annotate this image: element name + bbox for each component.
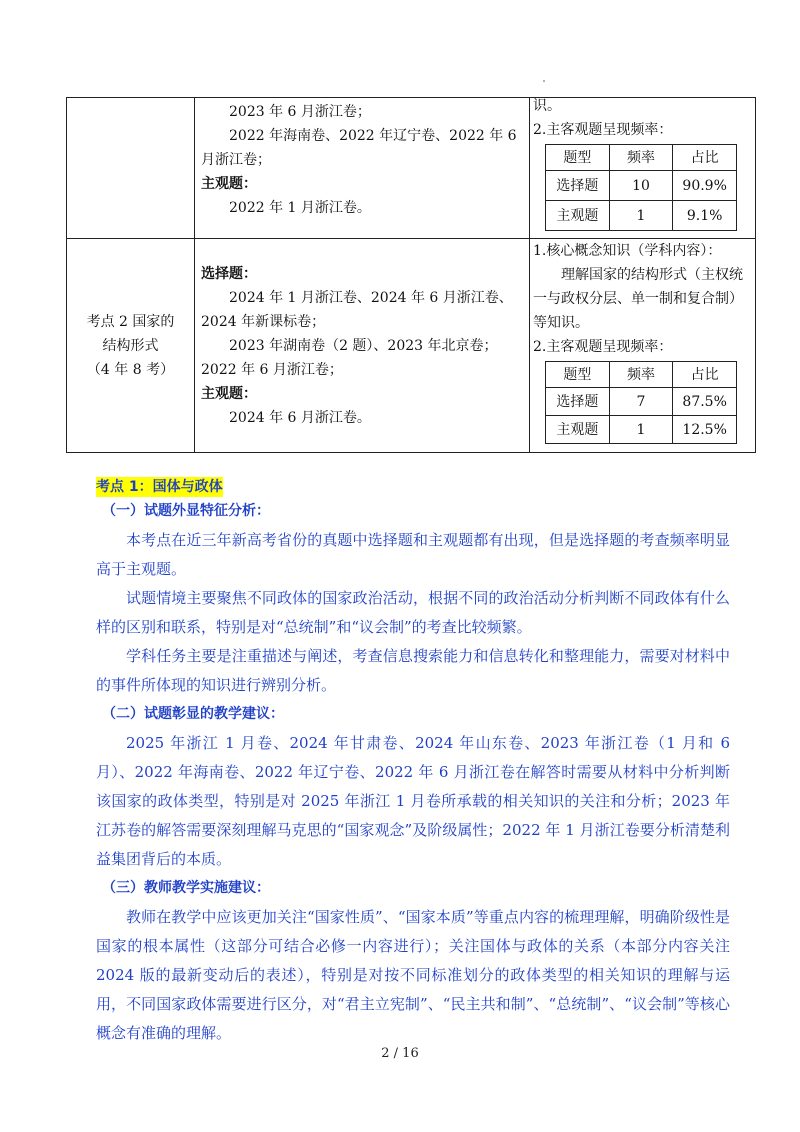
table-row-2 — [67, 239, 756, 453]
core-text: 理解国家的结构形式（主权统一与政权分层、单一制和复合制）等知识。 — [533, 267, 743, 331]
exam-analysis-table — [66, 97, 756, 453]
freq-header-row — [546, 145, 737, 171]
freq-title: 2.主客观题呈现频率： — [533, 339, 673, 355]
freq-cell: 1 — [609, 201, 673, 231]
subjective-text: 2024 年 6 月浙江卷。 — [229, 409, 371, 426]
topic-line: 考点 2 国家的 — [86, 313, 175, 330]
heading-1: （一）试题外显特征分析： — [102, 503, 270, 519]
page-number: 2 / 16 — [381, 1046, 419, 1061]
section-title: 考点 1：国体与政体 — [96, 479, 223, 495]
row1-source-cell — [195, 98, 530, 239]
paragraph: 学科任务主要是注重描述与阐述，考查信息搜索能力和信息转化和整理能力，需要对材料中的事件所体现的知识进行辨别分析。 — [96, 647, 730, 694]
freq-cell: 1 — [609, 416, 673, 444]
row2-source-cell — [195, 239, 530, 453]
scan-dot — [543, 80, 545, 82]
subjective-text: 2022 年 1 月浙江卷。 — [229, 200, 371, 216]
choice-label: 选择题： — [201, 265, 257, 282]
freq-row — [546, 171, 737, 201]
freq-cell: 90.9% — [673, 171, 737, 201]
heading-2: （二）试题彰显的教学建议： — [102, 706, 284, 722]
freq-row — [546, 416, 737, 444]
knowledge-tail: 识。 — [533, 98, 561, 114]
heading-3: （三）教师教学实施建议： — [102, 880, 270, 896]
paragraph: 试题情境主要聚焦不同政体的国家政治活动，根据不同的政治活动分析判断不同政体有什么样的区别和联系，特别是对“总统制”和“议会制”的考查比较频繁。 — [96, 589, 730, 636]
freq-cell: 7 — [609, 388, 673, 416]
section-body — [96, 476, 730, 1048]
subjective-label: 主观题： — [201, 385, 257, 402]
freq-cell: 12.5% — [673, 416, 737, 444]
freq-cell: 87.5% — [673, 388, 737, 416]
row1-topic-cell — [67, 98, 195, 239]
topic-line: 结构形式 — [102, 337, 159, 354]
paragraph: 教师在教学中应该更加关注“国家性质”、“国家本质”等重点内容的梳理理解，明确阶级性是国家的根本属性（这部分可结合必修一内容进行）；关注国体与政体的关系（本部分内容关注 2024 版的最新变动后的表述），特别是对按不同标准划分的政体类型的相关知识的理解与运用，不同国家政体需要进行区分，对“君主立宪制”、“民主共和制”、“总统制”、“议会制”等核心概念有准确的理解。 — [96, 908, 730, 1042]
freq-header: 占比 — [673, 362, 737, 388]
source-line: 2024 年 1 月浙江卷、2024 年 6 月浙江卷、2024 年新课标卷； — [201, 289, 513, 330]
freq-title: 2.主客观题呈现频率： — [533, 122, 673, 138]
subjective-label: 主观题： — [201, 176, 257, 192]
source-line: 2023 年 6 月浙江卷； — [229, 104, 371, 120]
freq-table — [545, 361, 737, 444]
row1-knowledge-cell — [530, 98, 756, 239]
table-row-1 — [67, 98, 756, 239]
freq-cell: 选择题 — [546, 388, 610, 416]
freq-row — [546, 201, 737, 231]
freq-cell: 选择题 — [546, 171, 610, 201]
source-line: 2022 年海南卷、2022 年辽宁卷、2022 年 6 月浙江卷； — [201, 128, 517, 168]
freq-table — [545, 144, 737, 231]
freq-cell: 9.1% — [673, 201, 737, 231]
paragraph: 2025 年浙江 1 月卷、2024 年甘肃卷、2024 年山东卷、2023 年浙江卷（1 月和 6 月）、2022 年海南卷、2022 年辽宁卷、2022 年 6 月浙江卷在解答时需要从材料中分析判断该国家的政体类型，特别是对 2025 年浙江 1 月卷所承载的相关知识的关注和分析；2023 年江苏卷的解答需要深刻理解马克思的“国家观念”及阶级属性；2022 年 1 月浙江卷要分析清楚利益集团背后的本质。 — [96, 734, 730, 868]
source-line: 2023 年湖南卷（2 题）、2023 年北京卷；2022 年 6 月浙江卷； — [201, 337, 498, 378]
core-title: 1.核心概念知识（学科内容）： — [533, 243, 722, 259]
topic-line: （4 年 8 考） — [86, 361, 175, 378]
freq-header-row — [546, 362, 737, 388]
paragraph: 本考点在近三年新高考省份的真题中选择题和主观题都有出现，但是选择题的考查频率明显高于主观题。 — [96, 531, 730, 578]
freq-header: 频率 — [609, 362, 673, 388]
freq-cell: 10 — [609, 171, 673, 201]
row2-knowledge-cell — [530, 239, 756, 453]
freq-header: 占比 — [673, 145, 737, 171]
freq-cell: 主观题 — [546, 416, 610, 444]
freq-row — [546, 388, 737, 416]
freq-header: 频率 — [609, 145, 673, 171]
freq-header: 题型 — [546, 362, 610, 388]
freq-cell: 主观题 — [546, 201, 610, 231]
row2-topic-cell — [67, 239, 195, 453]
freq-header: 题型 — [546, 145, 610, 171]
